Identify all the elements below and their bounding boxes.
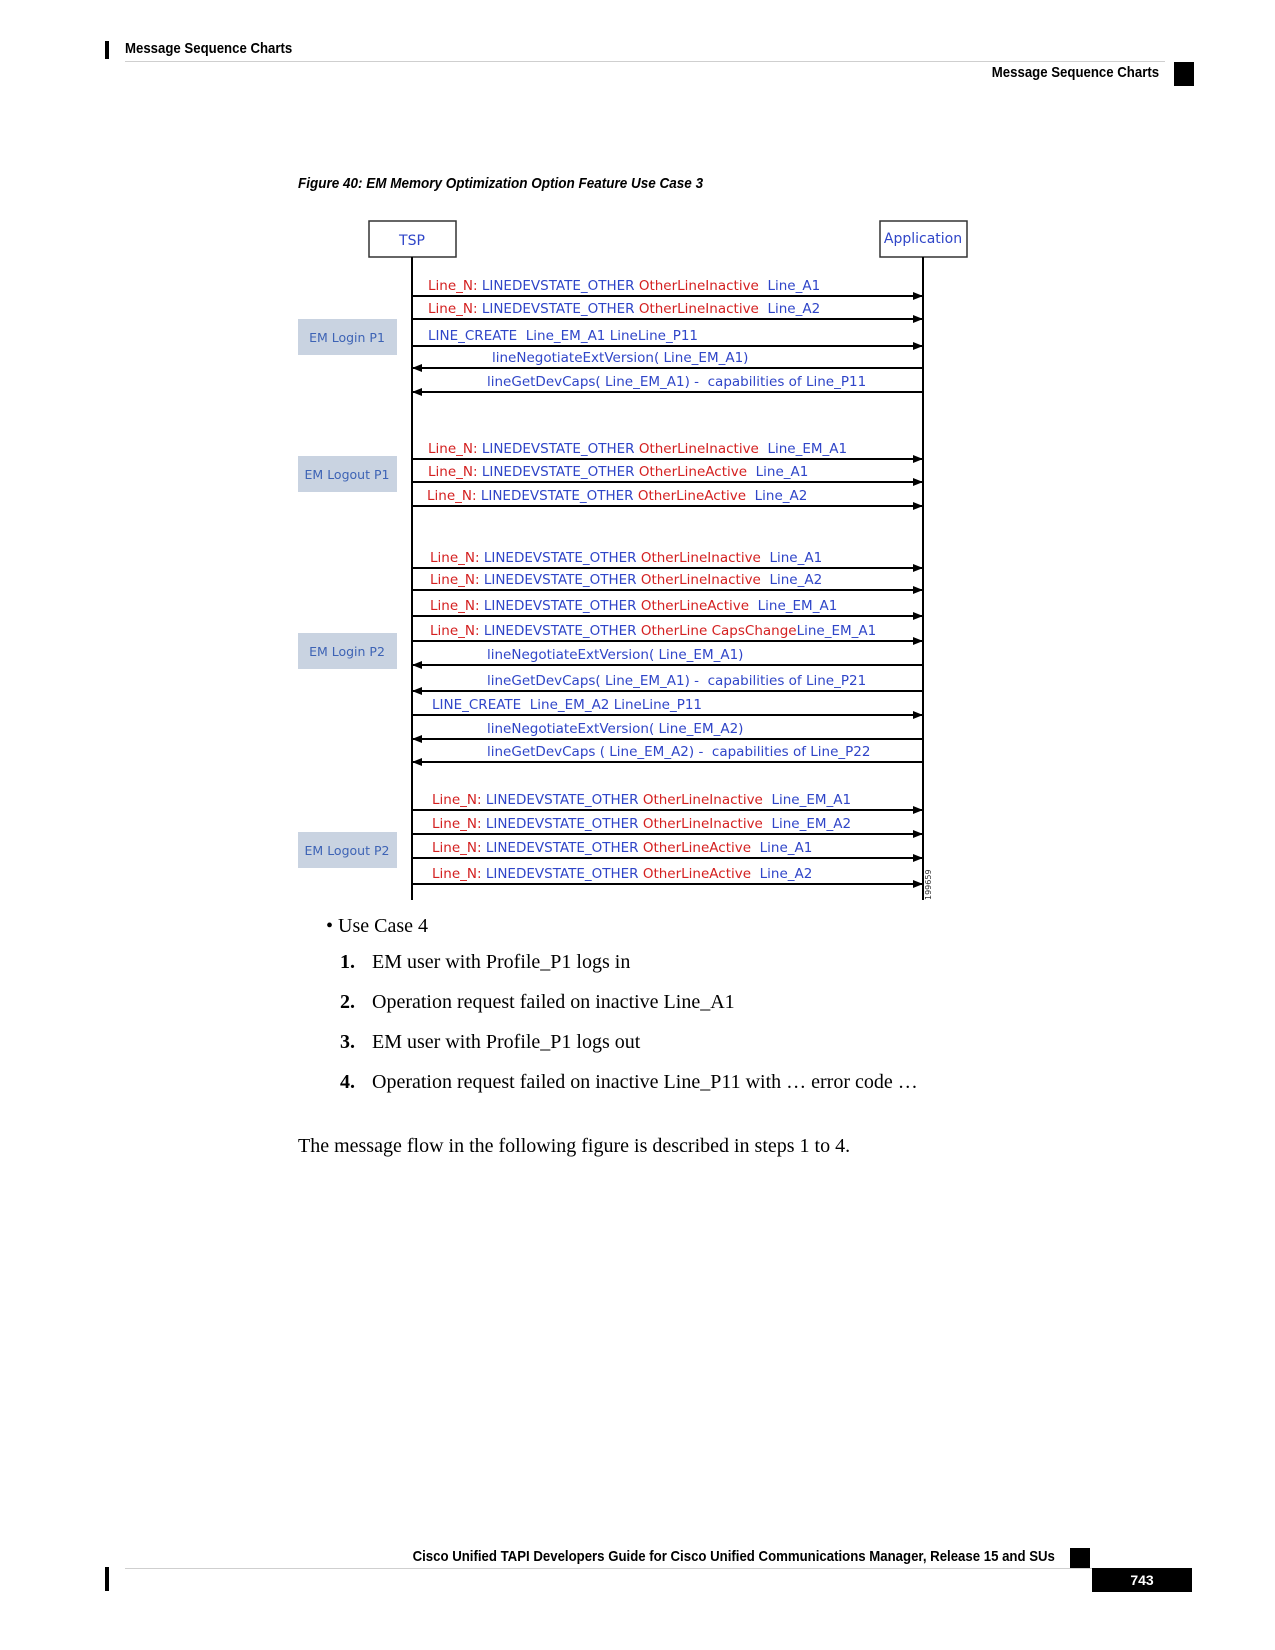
header-right-title: Message Sequence Charts	[991, 64, 1159, 81]
page-number: 743	[1092, 1568, 1192, 1592]
step-text: EM user with Profile_P1 logs in	[372, 951, 631, 973]
message-label: lineNegotiateExtVersion( Line_EM_A1)	[487, 647, 744, 663]
message-label: Line_N: LINEDEVSTATE_OTHER OtherLineInactive Line_A2	[428, 301, 821, 317]
message-label: lineNegotiateExtVersion( Line_EM_A1)	[492, 350, 749, 366]
step-item	[340, 991, 918, 1031]
bullet-item: • Use Case 4	[326, 915, 428, 937]
step-number: 3.	[340, 1031, 355, 1053]
step-number: 1.	[340, 951, 355, 973]
step-number: 2.	[340, 991, 355, 1013]
message-label: Line_N: LINEDEVSTATE_OTHER OtherLineInactive Line_EM_A1	[432, 792, 852, 808]
step-item	[340, 951, 918, 991]
message-label: Line_N: LINEDEVSTATE_OTHER OtherLineActive Line_A2	[432, 866, 813, 882]
step-list	[340, 951, 918, 1111]
step-item	[340, 1031, 918, 1071]
message-label: Line_N: LINEDEVSTATE_OTHER OtherLine CapsChangeLine_EM_A1	[430, 623, 877, 639]
message-label: Line_N: LINEDEVSTATE_OTHER OtherLineActive Line_EM_A1	[430, 598, 838, 614]
bullet-text: Use Case 4	[338, 915, 428, 937]
phase-label: EM Login P2	[309, 644, 385, 659]
message-label: lineGetDevCaps( Line_EM_A1) - capabilities of Line_P11	[487, 374, 867, 390]
message-label: Line_N: LINEDEVSTATE_OTHER OtherLineInactive Line_A1	[428, 278, 821, 294]
message-label: Line_N: LINEDEVSTATE_OTHER OtherLineActive Line_A2	[427, 488, 808, 504]
message-label: Line_N: LINEDEVSTATE_OTHER OtherLineInactive Line_A1	[430, 550, 823, 566]
header-left-title: Message Sequence Charts	[125, 40, 293, 57]
tsp-label: TSP	[399, 233, 425, 249]
message-label: Line_N: LINEDEVSTATE_OTHER OtherLineInactive Line_EM_A1	[428, 441, 848, 457]
phase-label: EM Logout P1	[304, 467, 390, 482]
step-item	[340, 1071, 918, 1111]
message-label: lineNegotiateExtVersion( Line_EM_A2)	[487, 721, 744, 737]
message-label: lineGetDevCaps ( Line_EM_A2) - capabilities of Line_P22	[487, 744, 871, 760]
message-label: LINE_CREATE Line_EM_A2 LineLine_P11	[432, 697, 703, 713]
figure-caption: Figure 40: EM Memory Optimization Option Feature Use Case 3	[298, 175, 704, 192]
message-label: LINE_CREATE Line_EM_A1 LineLine_P11	[428, 328, 699, 344]
footer-title: Cisco Unified TAPI Developers Guide for Cisco Unified Communications Manager, Release 15 and SUs	[412, 1548, 1055, 1565]
phase-label: EM Login P1	[309, 330, 385, 345]
bullet-list	[326, 915, 428, 938]
phase-label: EM Logout P2	[304, 843, 390, 858]
footer-rule	[125, 1568, 1095, 1569]
message-label: Line_N: LINEDEVSTATE_OTHER OtherLineActive Line_A1	[428, 464, 809, 480]
message-label: Line_N: LINEDEVSTATE_OTHER OtherLineActive Line_A1	[432, 840, 813, 856]
footer-box	[1070, 1548, 1090, 1568]
application-label: Application	[883, 231, 963, 247]
step-number: 4.	[340, 1071, 355, 1093]
message-label: Line_N: LINEDEVSTATE_OTHER OtherLineInactive Line_A2	[430, 572, 823, 588]
figure-id: 199659	[924, 869, 933, 900]
step-text: EM user with Profile_P1 logs out	[372, 1031, 641, 1053]
message-label: Line_N: LINEDEVSTATE_OTHER OtherLineInactive Line_EM_A2	[432, 816, 852, 832]
body-paragraph: The message flow in the following figure is described in steps 1 to 4.	[298, 1135, 851, 1157]
footer-left-bar	[105, 1567, 109, 1591]
step-text: Operation request failed on inactive Line_P11 with … error code …	[372, 1071, 918, 1093]
message-label: lineGetDevCaps( Line_EM_A1) - capabilities of Line_P21	[487, 673, 867, 689]
step-text: Operation request failed on inactive Line_A1	[372, 991, 735, 1013]
